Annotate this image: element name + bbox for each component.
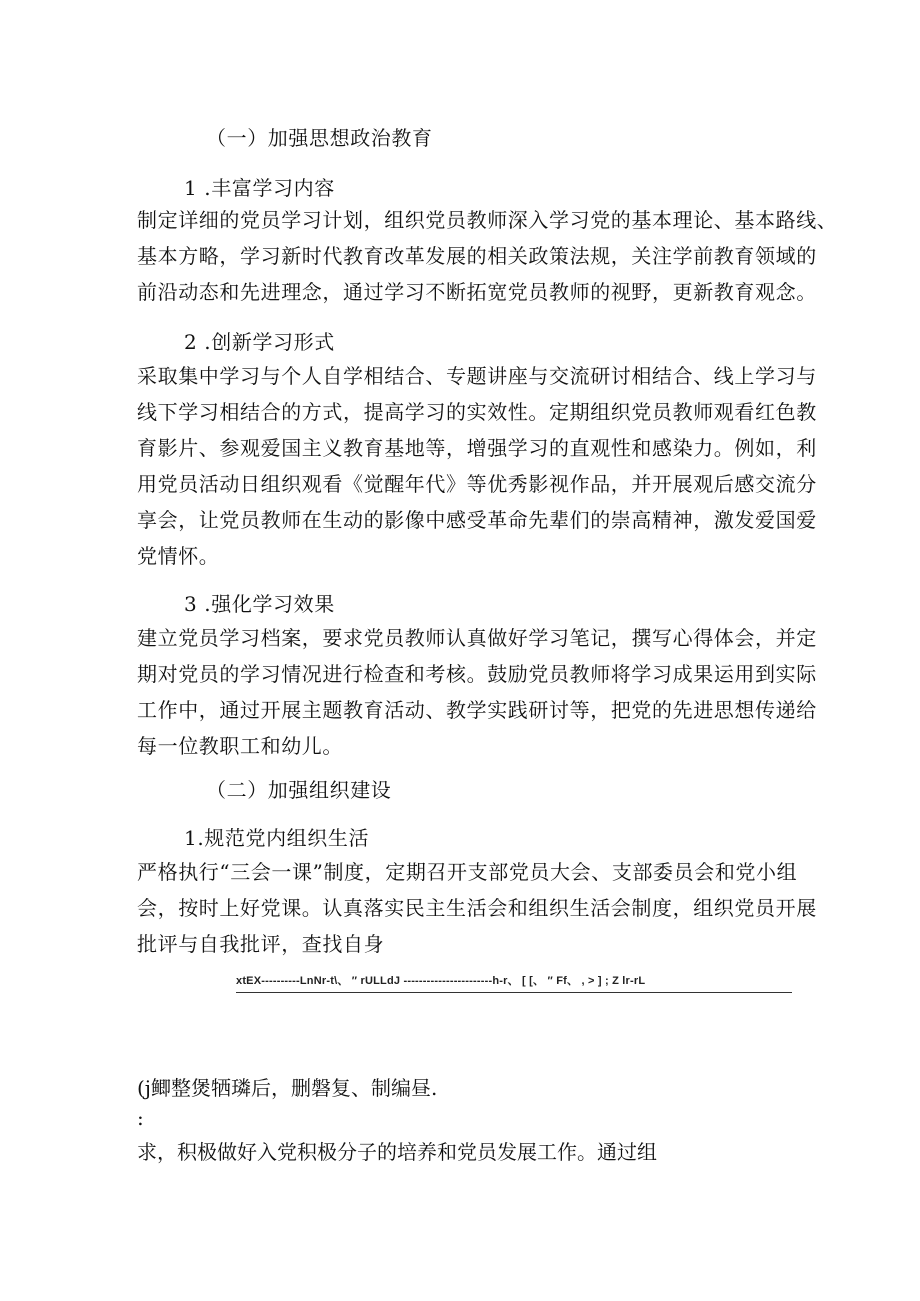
paragraph-line: 用党员活动日组织观看《觉醒年代》等优秀影视作品，并开展观后感交流分	[137, 472, 817, 496]
paragraph-line: 采取集中学习与个人自学相结合、专题讲座与交流研讨相结合、线上学习与	[137, 364, 817, 388]
paragraph-line: 前沿动态和先进理念，通过学习不断拓宽党员教师的视野，更新教育观念。	[137, 280, 817, 304]
ocr-line: :	[137, 1106, 144, 1130]
paragraph-line: 期对党员的学习情况进行检查和考核。鼓励党员教师将学习成果运用到实际	[137, 662, 817, 686]
paragraph-line: 基本方略，学习新时代教育改革发展的相关政策法规，关注学前教育领域的	[137, 244, 817, 268]
garbled-table-line: xtEX----------LnNr-t\、 ″ rULLdJ -----------------------h-r、 [ [、 ″ Ff、 , > ] ; Z lr-rL	[236, 975, 646, 987]
paragraph-line: 会，按时上好党课。认真落实民主生活会和组织生活会制度，组织党员开展	[137, 896, 817, 920]
section-heading-2: （二）加强组织建设	[206, 778, 392, 802]
ocr-line: 求，积极做好入党积极分子的培养和党员发展工作。通过组	[137, 1140, 657, 1164]
paragraph-line: 建立党员学习档案，要求党员教师认真做好学习笔记，撰写心得体会，并定	[137, 626, 817, 650]
section-heading-1: （一）加强思想政治教育	[206, 126, 433, 150]
ocr-line: (j鲫整煲牺璘后，删磐复、制编昼.	[137, 1076, 438, 1100]
paragraph-line: 享会，让党员教师在生动的影像中感受革命先辈们的崇高精神，激发爱国爱	[137, 508, 817, 532]
paragraph-line: 每一位教职工和幼儿。	[137, 734, 343, 758]
item-title-1-2: 2 .创新学习形式	[184, 330, 335, 354]
paragraph-line: 批评与自我批评，查找自身	[137, 932, 385, 956]
paragraph-line: 线下学习相结合的方式，提高学习的实效性。定期组织党员教师观看红色教	[137, 400, 817, 424]
horizontal-rule	[236, 992, 792, 993]
paragraph-line: 党情怀。	[137, 544, 220, 568]
paragraph-line: 制定详细的党员学习计划，组织党员教师深入学习党的基本理论、基本路线、	[137, 208, 838, 232]
item-title-1-3: 3 .强化学习效果	[184, 592, 335, 616]
paragraph-line: 育影片、参观爱国主义教育基地等，增强学习的直观性和感染力。例如，利	[137, 436, 817, 460]
item-title-1-1: 1 .丰富学习内容	[184, 176, 335, 200]
paragraph-line: 工作中，通过开展主题教育活动、教学实践研讨等，把党的先进思想传递给	[137, 698, 817, 722]
paragraph-line: 严格执行“三会一课”制度，定期召开支部党员大会、支部委员会和党小组	[137, 860, 798, 884]
item-title-2-1: 1.规范党内组织生活	[184, 826, 370, 850]
